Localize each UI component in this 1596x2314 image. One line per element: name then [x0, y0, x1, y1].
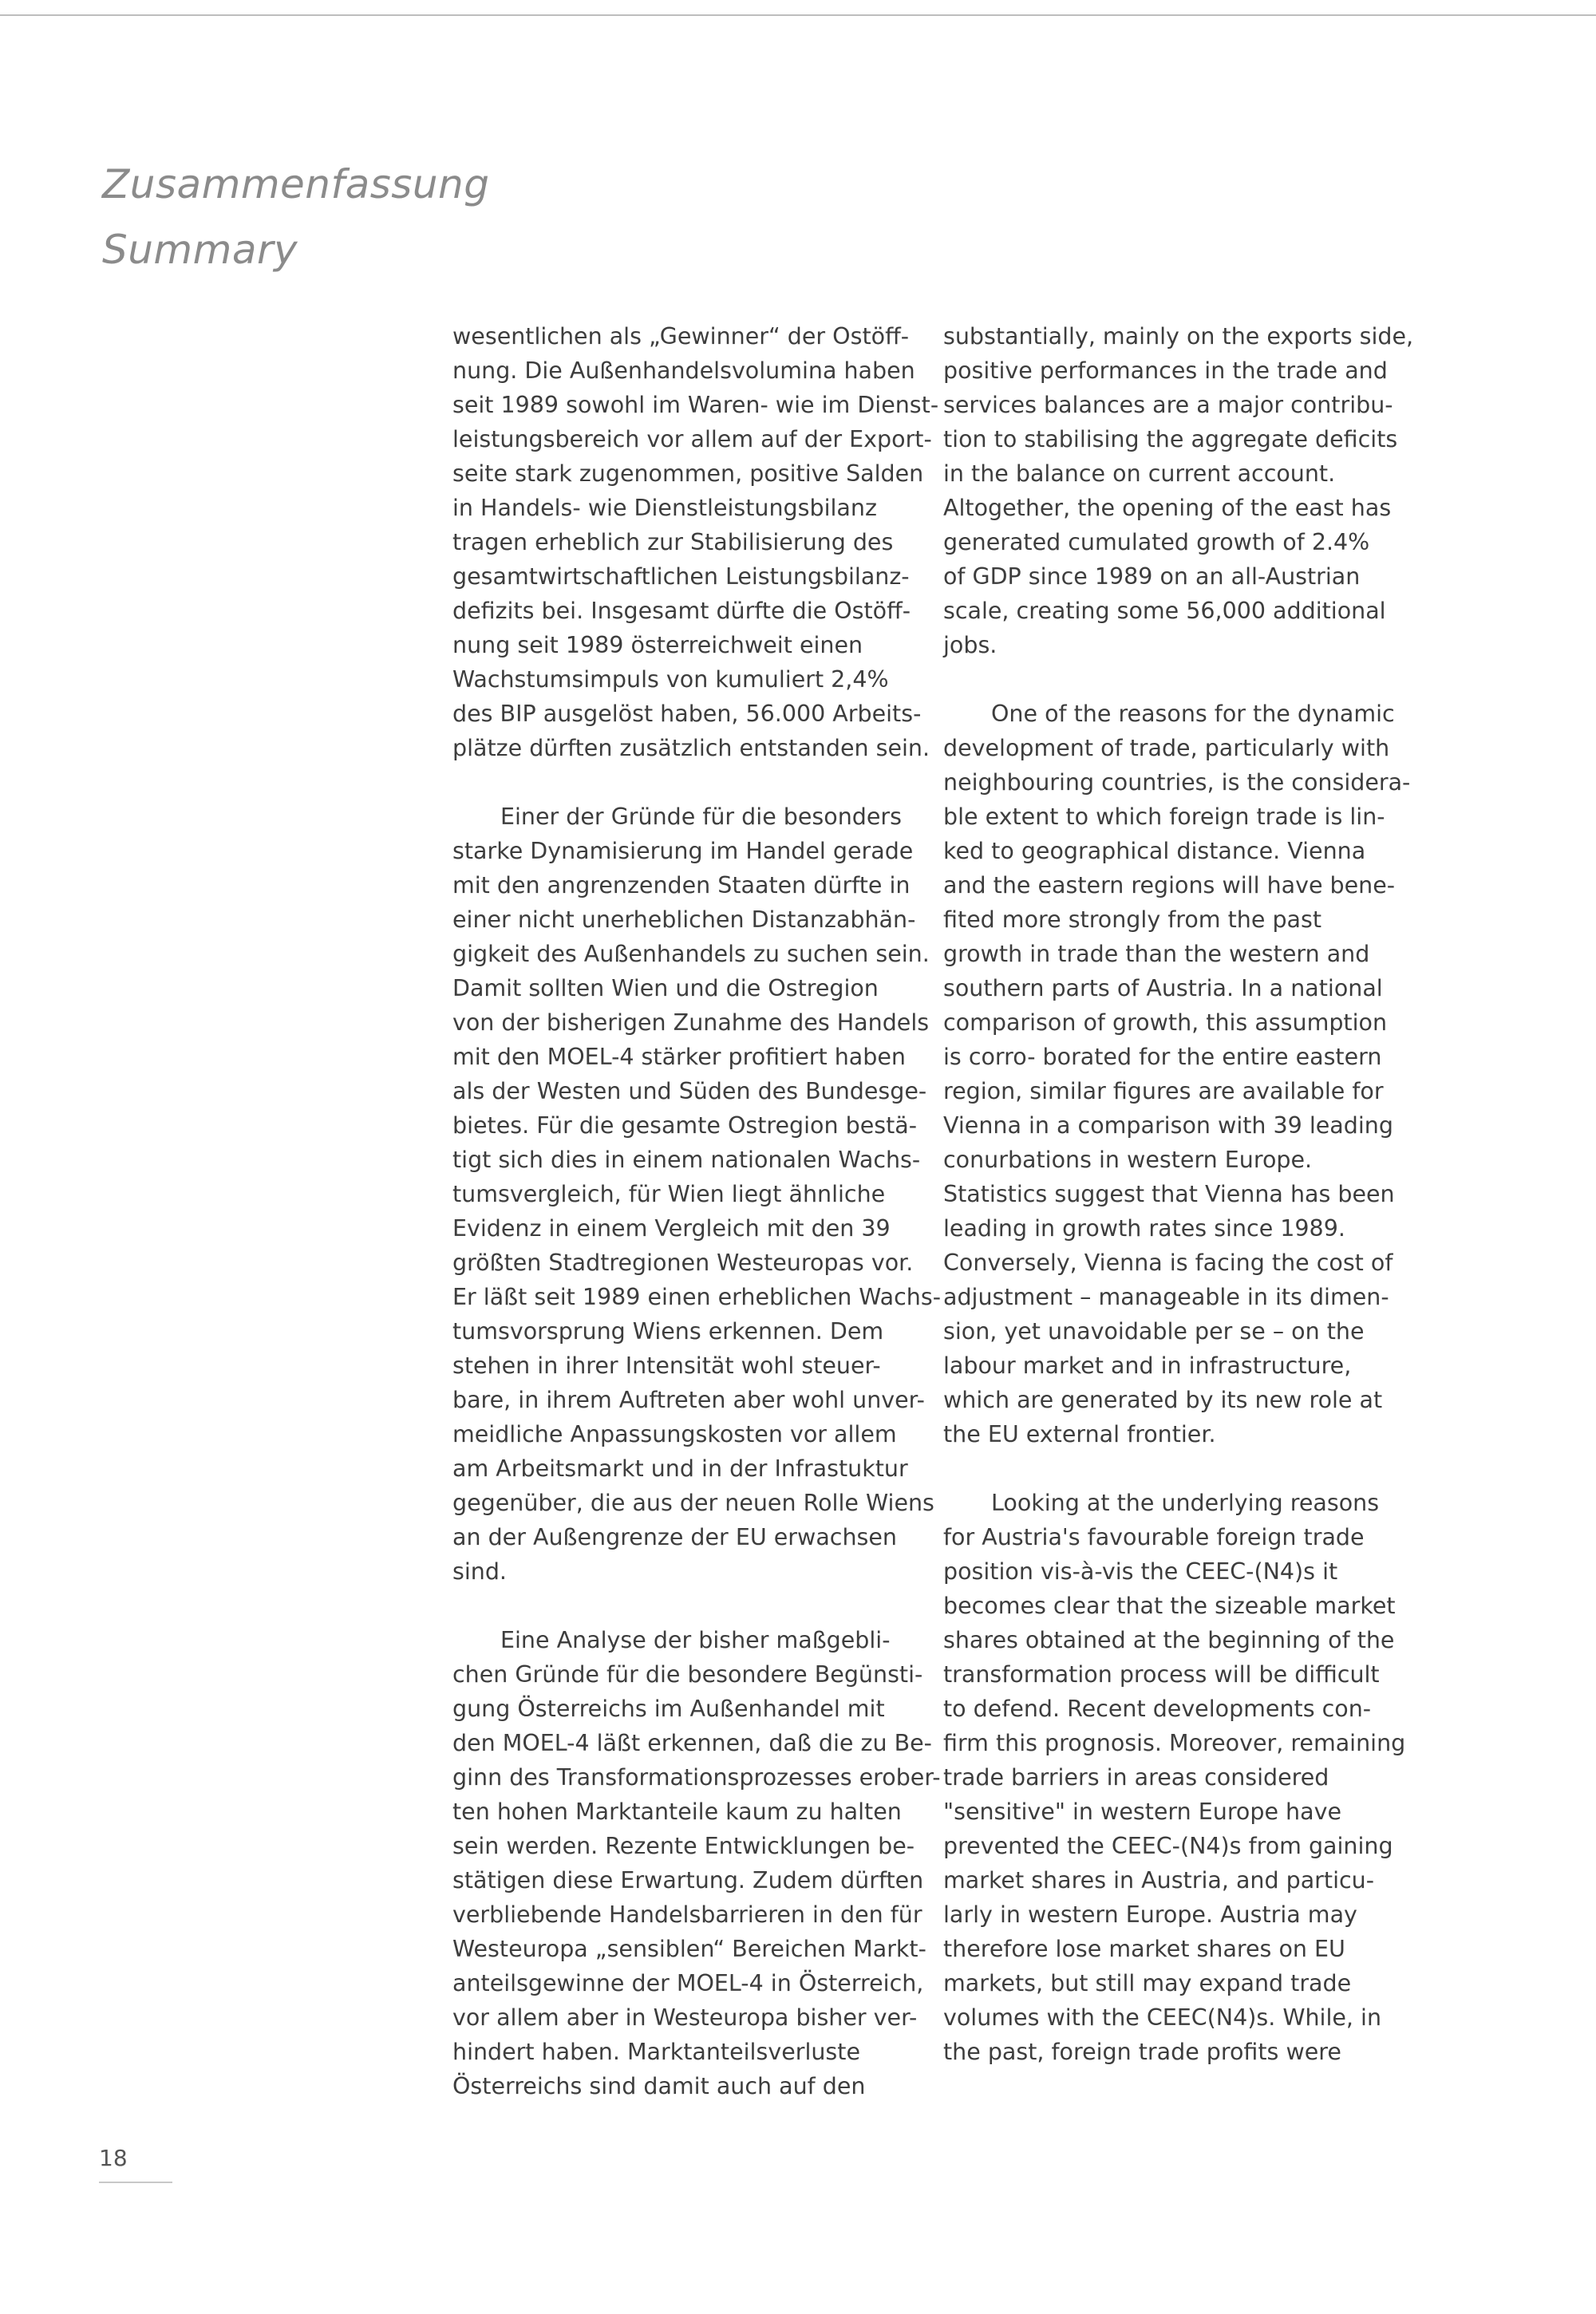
text-line: prevented the CEEC-(N4)s from gaining: [943, 1833, 1393, 1859]
text-line: sind.: [452, 1558, 507, 1585]
german-column: [452, 319, 941, 2103]
text-line: generated cumulated growth of 2.4%: [943, 529, 1370, 555]
text-line: position vis-à-vis the CEEC-(N4)s it: [943, 1558, 1338, 1585]
text-line: in the balance on current account.: [943, 460, 1336, 487]
text-line: southern parts of Austria. In a national: [943, 975, 1383, 1001]
text-line: tigt sich dies in einem nationalen Wachs-: [452, 1147, 921, 1173]
text-line: development of trade, particularly with: [943, 735, 1390, 761]
text-line: seit 1989 sowohl im Waren- wie im Dienst-: [452, 392, 939, 418]
text-line: in Handels- wie Dienstleistungsbilanz: [452, 495, 877, 521]
text-line: Looking at the underlying reasons: [991, 1490, 1380, 1516]
english-paragraph: [943, 1486, 1406, 2069]
text-line: an der Außengrenze der EU erwachsen: [452, 1524, 897, 1550]
text-line: anteilsgewinne der MOEL-4 in Österreich,: [452, 1970, 924, 1996]
text-line: transformation process will be difficult: [943, 1661, 1380, 1688]
text-line: seite stark zugenommen, positive Salden: [452, 460, 924, 487]
text-line: which are generated by its new role at: [943, 1387, 1383, 1413]
text-line: ginn des Transformationsprozesses erober-: [452, 1764, 941, 1791]
page-number: 18: [99, 2145, 128, 2171]
text-line: One of the reasons for the dynamic: [991, 701, 1395, 727]
text-line: "sensitive" in western Europe have: [943, 1799, 1341, 1825]
text-line: Conversely, Vienna is facing the cost of: [943, 1250, 1393, 1276]
text-line: substantially, mainly on the exports side,: [943, 323, 1414, 349]
heading-english: Summary: [102, 227, 298, 273]
text-line: growth in trade than the western and: [943, 941, 1370, 967]
text-line: volumes with the CEEC(N4)s. While, in: [943, 2004, 1382, 2031]
text-line: plätze dürften zusätzlich entstanden sein.: [452, 735, 930, 761]
text-line: von der bisherigen Zunahme des Handels: [452, 1009, 930, 1036]
text-line: starke Dynamisierung im Handel gerade: [452, 838, 914, 864]
text-line: gesamtwirtschaftlichen Leistungsbilanz-: [452, 563, 910, 590]
text-line: Österreichs sind damit auch auf den: [452, 2073, 866, 2099]
text-line: Damit sollten Wien und die Ostregion: [452, 975, 879, 1001]
text-line: mit den angrenzenden Staaten dürfte in: [452, 872, 911, 898]
text-line: to defend. Recent developments con-: [943, 1696, 1372, 1722]
text-line: market shares in Austria, and particu-: [943, 1867, 1375, 1893]
text-line: einer nicht unerheblichen Distanzabhän-: [452, 906, 916, 933]
text-line: ble extent to which foreign trade is lin-: [943, 804, 1385, 830]
text-line: Evidenz in einem Vergleich mit den 39: [452, 1215, 891, 1242]
text-line: ked to geographical distance. Vienna: [943, 838, 1366, 864]
text-line: firm this prognosis. Moreover, remaining: [943, 1730, 1406, 1756]
text-line: of GDP since 1989 on an all-Austrian: [943, 563, 1361, 590]
text-line: larly in western Europe. Austria may: [943, 1901, 1357, 1928]
text-line: shares obtained at the beginning of the: [943, 1627, 1395, 1653]
text-line: ten hohen Marktanteile kaum zu halten: [452, 1799, 902, 1825]
text-line: stätigen diese Erwartung. Zudem dürften: [452, 1867, 924, 1893]
text-line: hindert haben. Marktanteilsverluste: [452, 2039, 860, 2065]
text-line: des BIP ausgelöst haben, 56.000 Arbeits-: [452, 701, 922, 727]
text-line: fited more strongly from the past: [943, 906, 1322, 933]
text-line: verbliebende Handelsbarrieren in den für: [452, 1901, 922, 1928]
text-line: tragen erheblich zur Stabilisierung des: [452, 529, 894, 555]
text-line: neighbouring countries, is the considera-: [943, 769, 1411, 796]
text-line: therefore lose market shares on EU: [943, 1936, 1345, 1962]
text-line: the EU external frontier.: [943, 1421, 1216, 1447]
text-line: adjustment – manageable in its dimen-: [943, 1284, 1389, 1310]
page-number-rule: [99, 2182, 172, 2183]
text-line: scale, creating some 56,000 additional: [943, 598, 1386, 624]
english-paragraph: [943, 697, 1411, 1451]
text-line: markets, but still may expand trade: [943, 1970, 1352, 1996]
heading-german: Zusammenfassung: [102, 161, 490, 207]
text-line: conurbations in western Europe.: [943, 1147, 1313, 1173]
text-line: and the eastern regions will have bene-: [943, 872, 1396, 898]
text-line: tumsvorsprung Wiens erkennen. Dem: [452, 1318, 884, 1345]
text-line: for Austria's favourable foreign trade: [943, 1524, 1365, 1550]
english-paragraph: [943, 319, 1414, 662]
text-line: gegenüber, die aus der neuen Rolle Wiens: [452, 1490, 934, 1516]
text-line: defizits bei. Insgesamt dürfte die Ostöff-: [452, 598, 911, 624]
text-line: mit den MOEL-4 stärker profitiert haben: [452, 1044, 906, 1070]
text-line: comparison of growth, this assumption: [943, 1009, 1388, 1036]
text-line: am Arbeitsmarkt und in der Infrastuktur: [452, 1455, 908, 1482]
text-line: bietes. Für die gesamte Ostregion bestä-: [452, 1112, 918, 1139]
section-heading: [102, 152, 489, 282]
text-line: gung Österreichs im Außenhandel mit: [452, 1696, 885, 1722]
text-line: leistungsbereich vor allem auf der Export-: [452, 426, 932, 452]
text-line: trade barriers in areas considered: [943, 1764, 1329, 1791]
text-line: positive performances in the trade and: [943, 357, 1388, 384]
text-line: tumsvergleich, für Wien liegt ähnliche: [452, 1181, 886, 1207]
text-line: is corro- borated for the entire eastern: [943, 1044, 1382, 1070]
text-line: Vienna in a comparison with 39 leading: [943, 1112, 1393, 1139]
text-line: Altogether, the opening of the east has: [943, 495, 1392, 521]
text-line: chen Gründe für die besondere Begünsti-: [452, 1661, 923, 1688]
text-line: jobs.: [943, 632, 998, 658]
german-paragraph: [452, 800, 941, 1589]
text-line: labour market and in infrastructure,: [943, 1352, 1352, 1379]
text-line: nung seit 1989 österreichweit einen: [452, 632, 863, 658]
text-line: nung. Die Außenhandelsvolumina haben: [452, 357, 915, 384]
top-rule: [0, 14, 1596, 16]
text-line: Einer der Gründe für die besonders: [500, 804, 902, 830]
text-line: größten Stadtregionen Westeuropas vor.: [452, 1250, 914, 1276]
text-line: sein werden. Rezente Entwicklungen be-: [452, 1833, 915, 1859]
text-line: the past, foreign trade profits were: [943, 2039, 1341, 2065]
text-line: tion to stabilising the aggregate deficits: [943, 426, 1398, 452]
german-paragraph: [452, 319, 939, 765]
text-line: meidliche Anpassungskosten vor allem: [452, 1421, 897, 1447]
text-line: stehen in ihrer Intensität wohl steuer-: [452, 1352, 881, 1379]
text-line: sion, yet unavoidable per se – on the: [943, 1318, 1365, 1345]
text-line: Er läßt seit 1989 einen erheblichen Wachs-: [452, 1284, 941, 1310]
text-line: wesentlichen als „Gewinner“ der Ostöff-: [452, 323, 909, 349]
text-line: bare, in ihrem Auftreten aber wohl unver-: [452, 1387, 925, 1413]
text-line: Eine Analyse der bisher maßgebli-: [500, 1627, 891, 1653]
text-line: region, similar figures are available for: [943, 1078, 1384, 1104]
text-line: als der Westen und Süden des Bundesge-: [452, 1078, 927, 1104]
english-column: [943, 319, 1414, 2069]
text-line: Statistics suggest that Vienna has been: [943, 1181, 1395, 1207]
text-line: leading in growth rates since 1989.: [943, 1215, 1345, 1242]
text-line: den MOEL-4 läßt erkennen, daß die zu Be-: [452, 1730, 932, 1756]
text-line: gigkeit des Außenhandels zu suchen sein.: [452, 941, 930, 967]
german-paragraph: [452, 1623, 941, 2103]
text-line: vor allem aber in Westeuropa bisher ver-: [452, 2004, 918, 2031]
text-line: Westeuropa „sensiblen“ Bereichen Markt-: [452, 1936, 926, 1962]
text-line: becomes clear that the sizeable market: [943, 1593, 1396, 1619]
text-line: services balances are a major contribu-: [943, 392, 1393, 418]
text-line: Wachstumsimpuls von kumuliert 2,4%: [452, 666, 889, 693]
